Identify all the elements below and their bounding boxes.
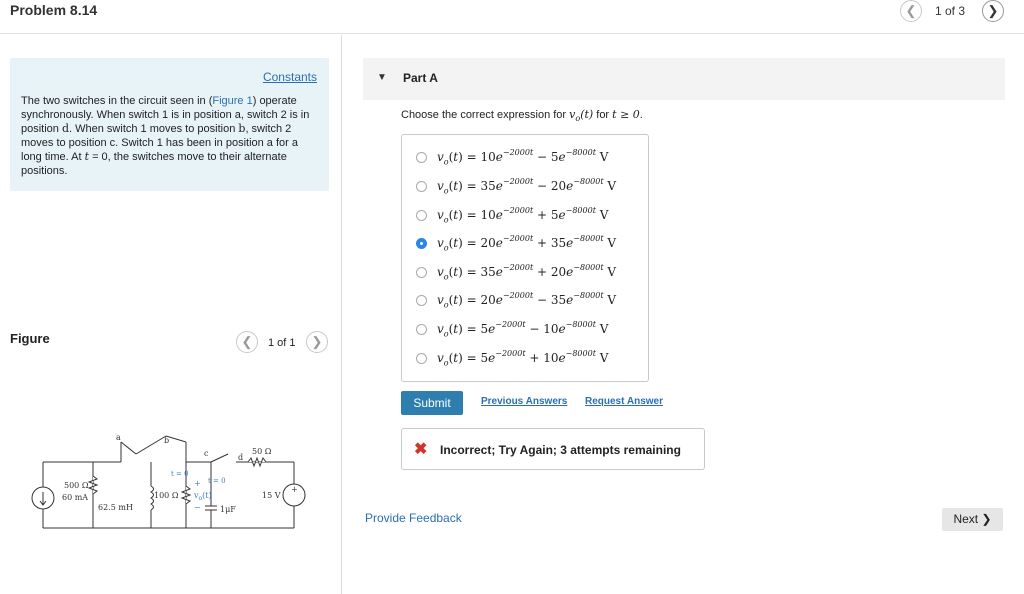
answer-expression: $v_o(t) = 35e^{-2000t} + 20e^{-8000t}$ V [437,262,617,282]
problem-statement [21,94,321,178]
top-bar [0,0,1024,34]
next-problem-chevron-right-icon[interactable]: ❯ [982,0,1004,22]
radio-button[interactable] [416,152,427,163]
figure-link[interactable]: Figure 1 [212,95,253,107]
request-answer-link[interactable]: Request Answer [585,396,663,407]
problem-page-count: 1 of 3 [935,4,966,18]
resistor-50-icon [248,458,266,466]
label-a: a [116,433,121,442]
label-15-v: 15 V [262,491,281,500]
part-a-header[interactable] [363,58,1005,100]
figure-heading: Figure [10,331,50,346]
switch-1-blade [121,442,136,454]
answer-expression: $v_o(t) = 20e^{-2000t} + 35e^{-8000t}$ V [437,233,617,253]
question-math-paren: (t) [580,108,594,121]
intro-text-2: ) operate synchronously. When switch 1 is in position a, switch 2 is in position [21,95,310,135]
label-b: b [164,436,170,445]
voltage-source-plus: + [291,485,298,494]
resistor-500-icon [89,476,97,494]
provide-feedback-link[interactable]: Provide Feedback [365,511,462,525]
column-divider [341,35,342,594]
label-vo: $v_o(t)$ [194,491,212,502]
answer-option-selected[interactable] [416,233,616,253]
x-icon: ✖ [414,441,428,458]
feedback-text: Incorrect; Try Again; 3 attempts remaining [440,443,681,457]
radio-button[interactable] [416,181,427,192]
answer-option[interactable] [416,205,608,225]
switch-1-arm [136,436,166,454]
label-62-5-mh: 62.5 mH [98,503,133,512]
answer-option[interactable] [416,262,616,282]
answer-option[interactable] [416,176,616,196]
answer-expression: $v_o(t) = 10e^{-2000t} + 5e^{-8000t}$ V [437,205,609,225]
previous-answers-link[interactable]: Previous Answers [481,396,568,407]
figure-prev-chevron-left-icon[interactable]: ❮ [236,331,258,353]
intro-math-t: t [84,150,90,163]
question-text-mid: for [593,109,613,121]
question-math-v: v [569,108,576,121]
radio-button[interactable] [416,267,427,278]
question-math-sub: o [575,114,581,124]
answer-expression: $v_o(t) = 5e^{-2000t} + 10e^{-8000t}$ V [437,348,609,368]
answer-option[interactable] [416,319,608,339]
label-plus: + [194,479,201,488]
label-t0-switch-1: t = 0 [171,470,189,478]
label-d: d [238,453,244,462]
problem-title: Problem 8.14 [10,2,98,18]
intro-text-4: , switch 2 moves to position c. Switch 1 has been in position a for a long time. At [21,123,298,163]
question-text-pre: Choose the correct expression for [401,109,570,121]
intro-math-d: d [61,122,70,135]
intro-text-3: . When switch 1 moves to position [69,123,239,135]
prev-problem-chevron-left-icon[interactable]: ❮ [900,0,922,22]
radio-button[interactable] [416,324,427,335]
figure-next-chevron-right-icon[interactable]: ❯ [306,331,328,353]
label-c: c [204,449,209,458]
problem-intro-box [10,58,329,191]
intro-text-1: The two switches in the circuit seen in ( [21,95,213,107]
radio-button[interactable] [416,353,427,364]
next-button[interactable]: Next ❯ [942,508,1003,531]
radio-button-checked[interactable] [416,238,427,249]
question-text-end: . [639,109,643,121]
question-math-cond: t ≥ 0 [612,108,640,121]
radio-button[interactable] [416,210,427,221]
label-capacitor: 1μF [220,505,236,514]
radio-button[interactable] [416,295,427,306]
label-60-ma: 60 mA [62,493,89,502]
intro-text-5: = 0, the switches move to their alternate positions. [21,151,287,177]
switch-2-blade [211,454,228,462]
constants-link[interactable]: Constants [262,70,317,84]
label-500-ohm: 500 Ω [64,481,89,490]
label-minus: − [194,503,201,512]
question-text [401,108,643,123]
label-t0-switch-2: t = 0 [208,477,226,485]
label-100-ohm: 100 Ω [154,491,179,500]
resistor-100-icon [182,486,190,504]
answer-expression: $v_o(t) = 35e^{-2000t} - 20e^{-8000t}$ V [437,176,617,196]
collapse-triangle-icon[interactable]: ▼ [377,72,387,83]
answer-option[interactable] [416,147,608,167]
part-title: Part A [403,71,438,85]
label-50-ohm: 50 Ω [252,447,272,456]
answer-expression: $v_o(t) = 5e^{-2000t} - 10e^{-8000t}$ V [437,319,609,339]
answer-expression: $v_o(t) = 20e^{-2000t} - 35e^{-8000t}$ V [437,290,617,310]
answer-option[interactable] [416,348,608,368]
intro-math-b: b [238,122,246,135]
answer-expression: $v_o(t) = 10e^{-2000t} - 5e^{-8000t}$ V [437,147,609,167]
submit-button[interactable]: Submit [401,391,463,415]
circuit-diagram [26,428,326,538]
answer-options [401,134,649,382]
answer-option[interactable] [416,290,616,310]
feedback-message [401,428,705,470]
figure-page-count: 1 of 1 [268,337,296,349]
